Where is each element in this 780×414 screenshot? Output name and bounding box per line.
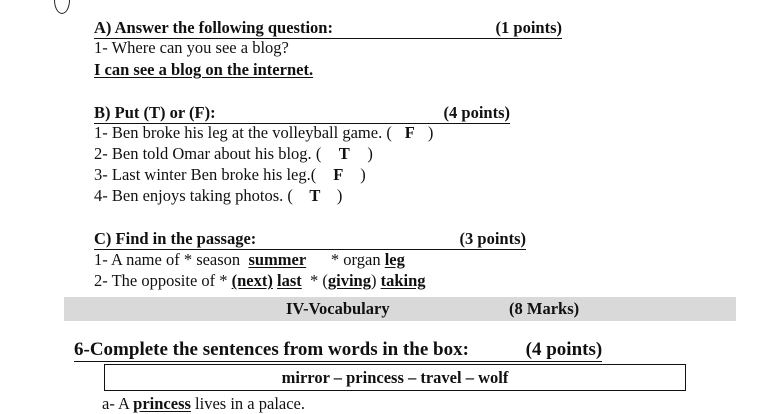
answer-last: last	[277, 271, 302, 290]
tf-mark-3: F	[333, 165, 344, 184]
tf-item-3: 3- Last winter Ben broke his leg.( F )	[94, 165, 366, 184]
section-b-header	[94, 103, 510, 124]
find-row-2: 2- The opposite of * (next) last * (giving) taking	[94, 271, 426, 290]
section-b-title: B) Put (T) or (F):	[94, 103, 216, 122]
section-a-question: 1- Where can you see a blog?	[94, 38, 289, 57]
tf-item-4: 4- Ben enjoys taking photos. ( T )	[94, 186, 343, 205]
tf-mark-4: T	[309, 186, 321, 205]
section-c-title: C) Find in the passage:	[94, 229, 257, 248]
tf-item-1: 1- Ben broke his leg at the volleyball game. ( F )	[94, 123, 434, 142]
question-6-header	[74, 339, 602, 362]
question-6-title: 6-Complete the sentences from words in the box:	[74, 339, 469, 360]
section-b-points: (4 points)	[443, 103, 510, 122]
tf-mark-1: F	[404, 123, 415, 142]
section-a-answer: I can see a blog on the internet.	[94, 60, 314, 79]
tf-item-2: 2- Ben told Omar about his blog. ( T )	[94, 144, 373, 163]
question-6-points: (4 points)	[525, 339, 603, 360]
answer-leg: leg	[384, 250, 405, 269]
answer-summer: summer	[248, 250, 307, 269]
answer-princess: princess	[133, 394, 191, 413]
vocabulary-marks: (8 Marks)	[509, 299, 580, 318]
section-a-points: (1 points)	[495, 18, 562, 37]
section-a-title: A) Answer the following question:	[94, 18, 333, 37]
vocabulary-title: IV-Vocabulary	[286, 299, 390, 318]
vocabulary-band	[64, 297, 736, 321]
word-giving: giving	[327, 271, 371, 290]
section-c-header	[94, 229, 526, 250]
section-c-points: (3 points)	[459, 229, 526, 248]
tf-mark-2: T	[338, 144, 350, 163]
sentence-a: a- A princess lives in a palace.	[102, 394, 305, 413]
word-next: (next)	[231, 271, 273, 290]
margin-circle-mark	[54, 0, 70, 14]
word-box: mirror – princess – travel – wolf	[104, 364, 686, 391]
answer-taking: taking	[380, 271, 426, 290]
find-row-1: 1- A name of * season summer * organ leg	[94, 250, 405, 269]
section-a-header	[94, 18, 562, 39]
